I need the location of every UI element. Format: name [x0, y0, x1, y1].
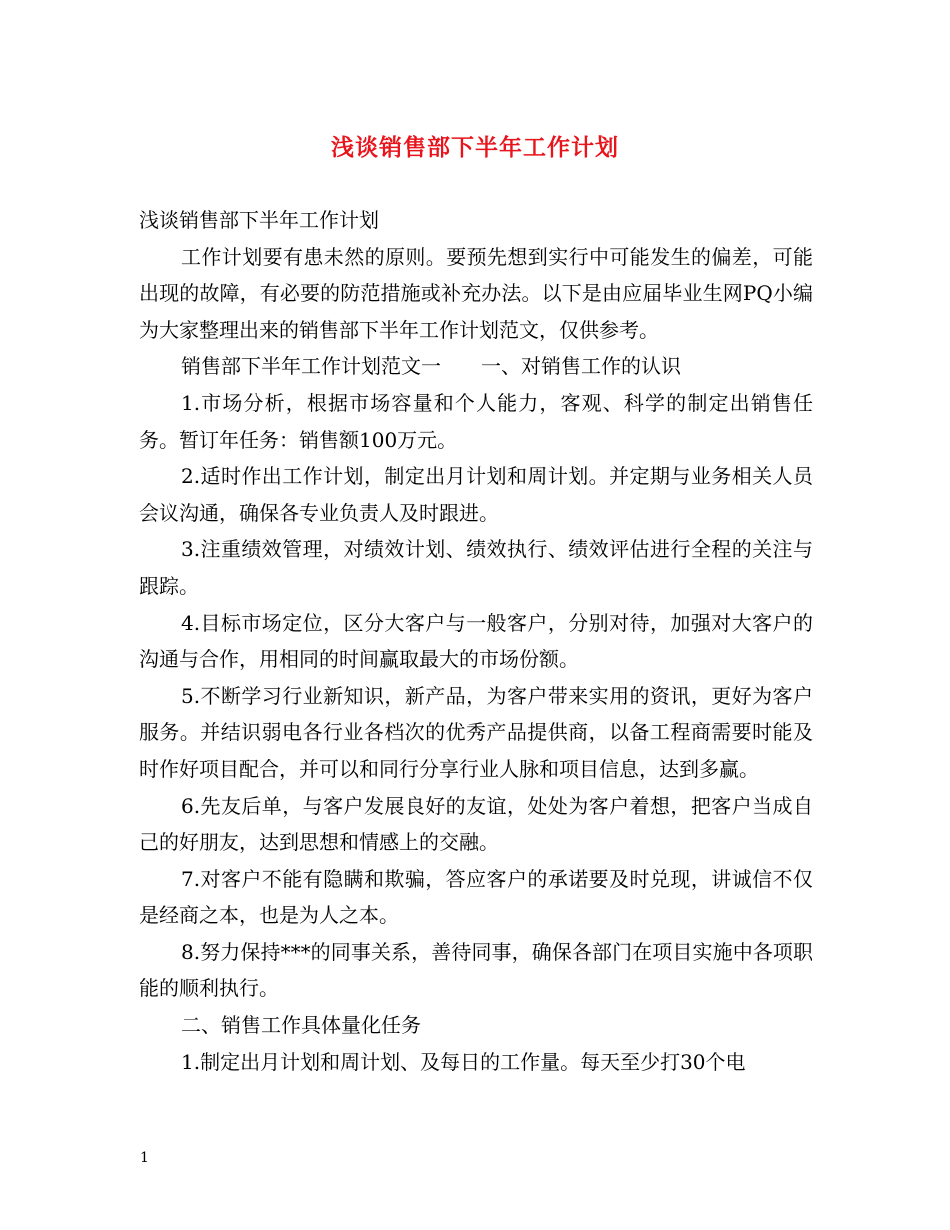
paragraph: 2.适时作出工作计划，制定出月计划和周计划。并定期与业务相关人员会议沟通，确保各专业负责人及时跟进。 — [139, 464, 813, 525]
paragraph: 1.制定出月计划和周计划、及每日的工作量。每天至少打30个电 — [181, 1049, 746, 1074]
paragraph: 5.不断学习行业新知识，新产品，为客户带来实用的资讯，更好为客户服务。并结识弱电各行业各档次的优秀产品提供商，以备工程商需要时能及时作好项目配合，并可以和同行分享行业人脉和项目信息，达到多赢。 — [139, 683, 813, 781]
paragraph: 工作计划要有患未然的原则。要预先想到实行中可能发生的偏差，可能出现的故障，有必要的防范措施或补充办法。以下是由应届毕业生网PQ小编为大家整理出来的销售部下半年工作计划范文，仅供参考。 — [139, 244, 813, 342]
paragraph: 销售部下半年工作计划范文一 一、对销售工作的认识 — [181, 354, 681, 379]
document-title: 浅谈销售部下半年工作计划 — [331, 134, 619, 161]
paragraph: 7.对客户不能有隐瞒和欺骗，答应客户的承诺要及时兑现，讲诚信不仅是经商之本，也是为人之本。 — [139, 866, 813, 928]
paragraph: 4.目标市场定位，区分大客户与一般客户，分别对待，加强对大客户的沟通与合作，用相同的时间赢取最大的市场份额。 — [139, 610, 813, 672]
paragraph: 3.注重绩效管理，对绩效计划、绩效执行、绩效评估进行全程的关注与跟踪。 — [139, 537, 813, 598]
paragraph: 8.努力保持***的同事关系，善待同事，确保各部门在项目实施中各项职能的顺利执行。 — [139, 939, 813, 1001]
page-number: 1 — [140, 1150, 149, 1166]
section-heading: 二、销售工作具体量化任务 — [181, 1013, 421, 1038]
paragraph: 1.市场分析，根据市场容量和个人能力，客观、科学的制定出销售任务。暂订年任务：销售额100万元。 — [139, 390, 813, 452]
document-body — [139, 202, 813, 1080]
paragraph: 6.先友后单，与客户发展良好的友谊，处处为客户着想，把客户当成自己的好朋友，达到思想和情感上的交融。 — [139, 793, 813, 855]
paragraph: 浅谈销售部下半年工作计划 — [139, 208, 379, 232]
